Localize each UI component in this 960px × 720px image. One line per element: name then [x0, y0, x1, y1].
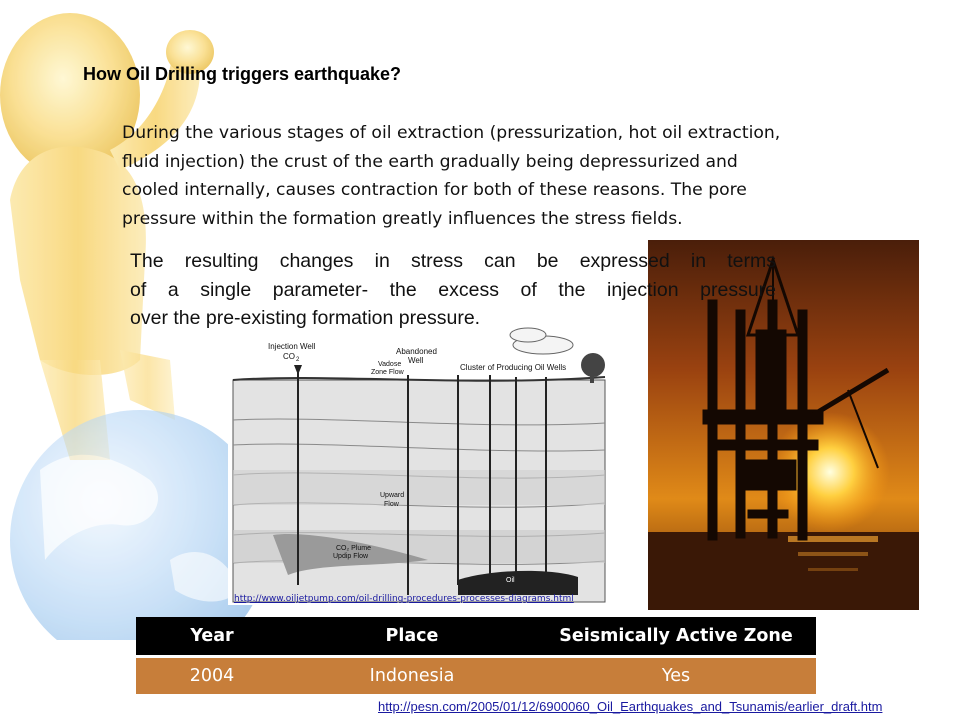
diagram-source-link[interactable]: http://www.oiljetpump.com/oil-drilling-procedures-processes-diagrams.html	[234, 594, 574, 604]
header-seismic-zone: Seismically Active Zone	[536, 617, 816, 657]
label-injection-well: Injection Well	[268, 342, 316, 351]
label-vadose-1: Vadose	[378, 361, 402, 368]
label-upward-1: Upward	[380, 492, 405, 499]
cell-year: 2004	[136, 657, 288, 695]
intro-line: fluid injection) the crust of the earth gradually being depressurized and	[122, 151, 738, 172]
label-upward-2: Flow	[384, 501, 399, 508]
earthquake-table	[136, 617, 816, 694]
cell-place: Indonesia	[288, 657, 536, 695]
stress-paragraph	[130, 247, 776, 333]
co2-injection-well-diagram	[228, 305, 613, 605]
label-vadose-2: Zone Flow	[371, 369, 404, 376]
stress-line: The resulting changes in stress can be expressed in terms	[130, 250, 776, 272]
label-co2-sub: 2	[296, 357, 300, 363]
intro-paragraph	[122, 119, 882, 233]
label-co2-plume: CO₂ Plume	[336, 545, 372, 552]
label-cluster: Cluster of Producing Oil Wells	[460, 363, 567, 372]
label-updip-flow: Updip Flow	[333, 553, 369, 560]
cell-seismic-zone: Yes	[536, 657, 816, 695]
stress-line: of a single parameter- the excess of the injection pressure	[130, 278, 776, 301]
table-row	[136, 657, 816, 695]
label-abandoned-2: Well	[408, 356, 424, 365]
table-header-row	[136, 617, 816, 657]
label-co2: CO	[283, 352, 295, 361]
intro-line: During the various stages of oil extraction (pressurization, hot oil extraction,	[122, 123, 781, 143]
source-link[interactable]: http://pesn.com/2005/01/12/6900060_Oil_Earthquakes_and_Tsunamis/earlier_draft.htm	[378, 699, 883, 714]
slide-title: How Oil Drilling triggers earthquake?	[83, 64, 402, 84]
label-oil: Oil	[506, 577, 515, 584]
label-abandoned-1: Abandoned	[396, 347, 437, 356]
header-place: Place	[288, 617, 536, 657]
intro-line: cooled internally, causes contraction for both of these reasons. The pore	[122, 180, 747, 200]
stress-line: over the pre-existing formation pressure.	[130, 307, 481, 329]
header-year: Year	[136, 617, 288, 657]
intro-line: pressure within the formation greatly influences the stress fields.	[122, 208, 683, 229]
